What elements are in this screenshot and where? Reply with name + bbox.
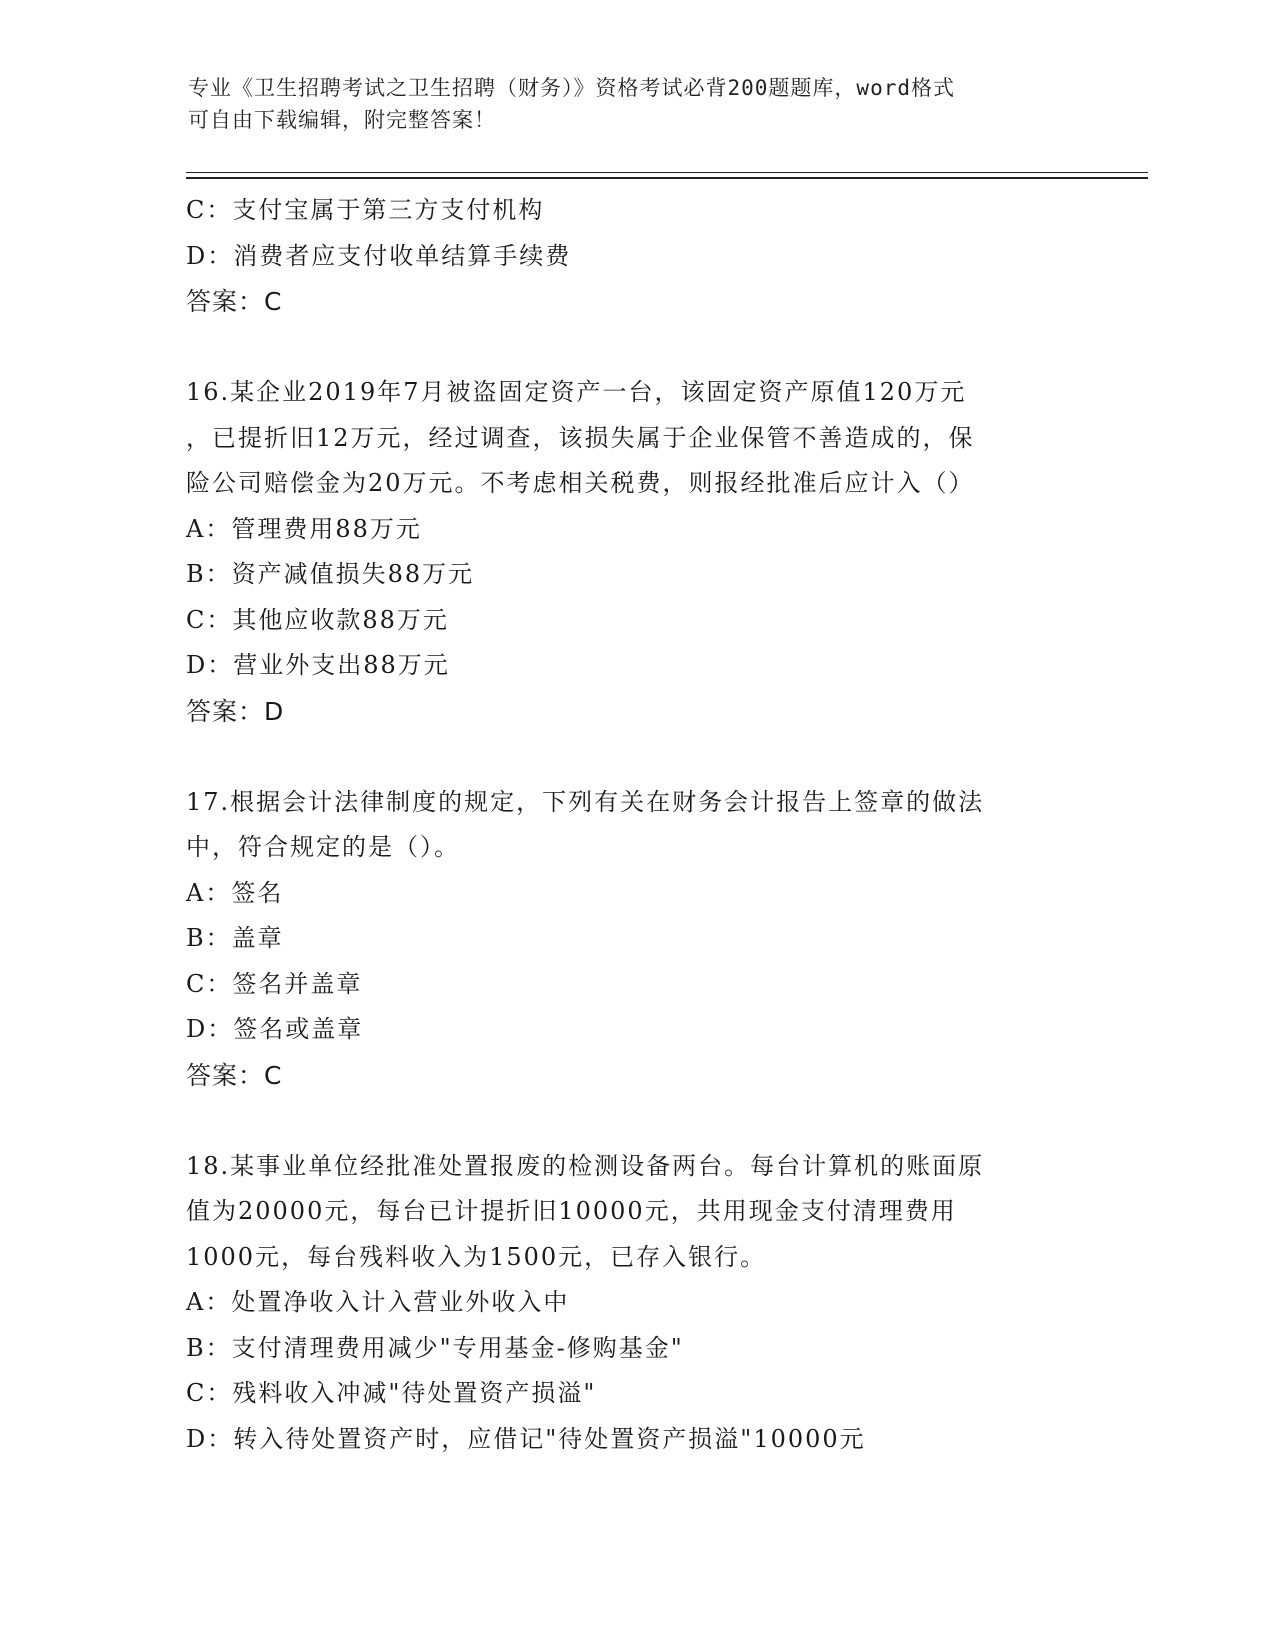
question-16	[186, 370, 1086, 734]
option-d: D：签名或盖章	[186, 1015, 364, 1043]
option-d: D：转入待处置资产时，应借记"待处置资产损溢"10000元	[186, 1424, 866, 1453]
option-b: B：支付清理费用减少"专用基金-修购基金"	[186, 1333, 684, 1362]
spacer	[186, 734, 1086, 780]
option-c: C：残料收入冲减"待处置资产损溢"	[186, 1379, 597, 1407]
question-stem: 值为20000元，每台已计提折旧10000元，共用现金支付清理费用	[186, 1197, 957, 1225]
header-divider-bottom	[186, 177, 1148, 179]
header-line-2: 可自由下载编辑，附完整答案！	[188, 108, 496, 132]
header-line-1: 专业《卫生招聘考试之卫生招聘（财务）》资格考试必背200题题库，word格式	[188, 76, 955, 100]
question-stem: 1000元，每台残料收入为1500元，已存入银行。	[186, 1242, 767, 1271]
answer: 答案：C	[186, 287, 283, 316]
answer: 答案：C	[186, 1060, 283, 1090]
question-list	[186, 188, 1086, 1462]
option-b: B：盖章	[186, 924, 284, 952]
spacer	[186, 325, 1086, 371]
option-d: D：营业外支出88万元	[186, 651, 450, 679]
document-header	[188, 72, 1068, 136]
question-15-tail	[186, 188, 1086, 325]
option-c: C：其他应收款88万元	[186, 605, 449, 634]
spacer	[186, 1098, 1086, 1144]
option-d: D：消费者应支付收单结算手续费	[186, 241, 572, 270]
question-17	[186, 780, 1086, 1099]
answer: 答案：D	[186, 696, 285, 726]
option-a: A：管理费用88万元	[186, 514, 422, 543]
header-divider-top	[186, 172, 1148, 173]
question-18	[186, 1144, 1086, 1463]
question-stem: 中，符合规定的是（）。	[186, 833, 460, 861]
option-c: C：支付宝属于第三方支付机构	[186, 196, 545, 224]
question-stem: 16.某企业2019年7月被盗固定资产一台，该固定资产原值120万元	[186, 378, 967, 406]
option-c: C：签名并盖章	[186, 969, 363, 998]
option-a: A：处置净收入计入营业外收入中	[186, 1288, 570, 1316]
question-stem: 险公司赔偿金为20万元。不考虑相关税费，则报经批准后应计入（）	[186, 469, 975, 497]
option-a: A：签名	[186, 878, 284, 907]
option-b: B：资产减值损失88万元	[186, 560, 475, 588]
question-stem: 17.根据会计法律制度的规定，下列有关在财务会计报告上签章的做法	[186, 787, 985, 816]
question-stem: ，已提折旧12万元，经过调查，该损失属于企业保管不善造成的，保	[186, 423, 975, 452]
question-stem: 18.某事业单位经批准处置报废的检测设备两台。每台计算机的账面原	[186, 1151, 985, 1180]
